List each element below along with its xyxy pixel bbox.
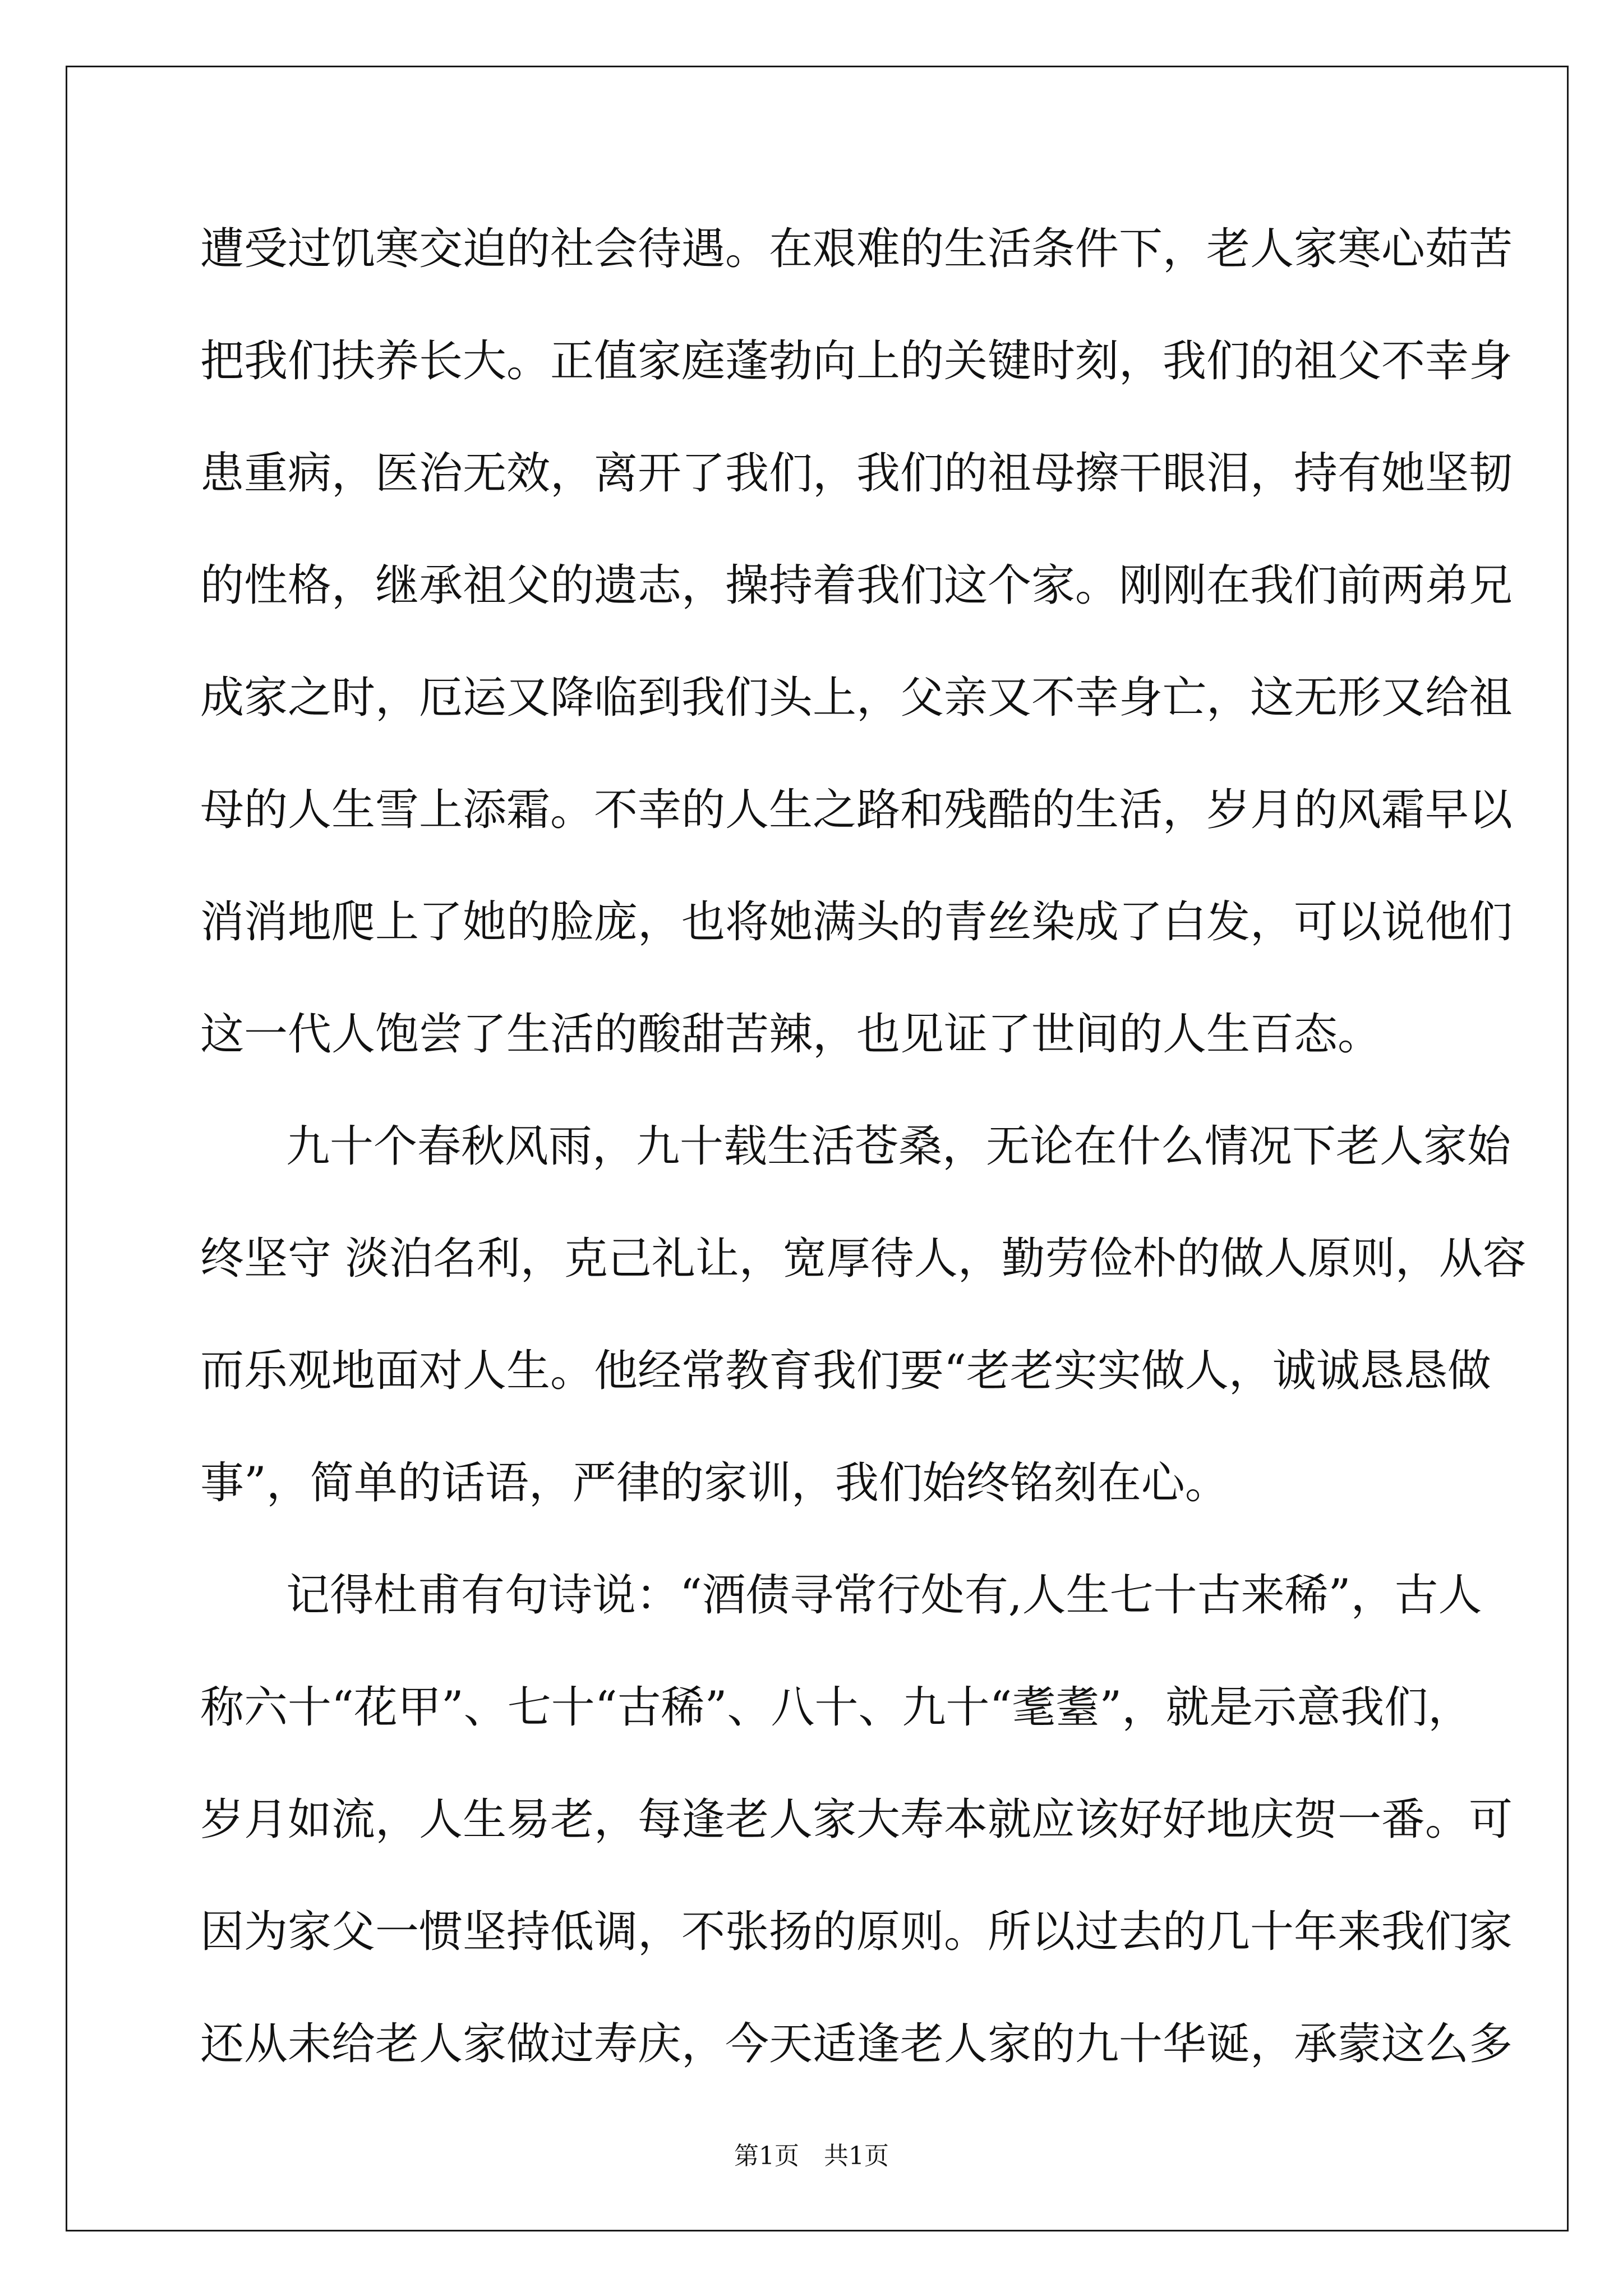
text-line: 称六十“花甲”、七十“古稀”、八十、九十“耄耋”，就是示意我们， <box>200 1682 1472 1733</box>
text-line: 终坚守 淡泊名利，克己礼让，宽厚待人，勤劳俭朴的做人原则，从容 <box>200 1234 1527 1284</box>
text-line: 因为家父一惯坚持低调，不张扬的原则。所以过去的几十年来我们家 <box>200 1907 1513 1957</box>
text-line: 九十个春秋风雨，九十载生活苍桑，无论在什么情况下老人家始 <box>286 1121 1511 1172</box>
text-line: 还从未给老人家做过寿庆，今天适逢老人家的九十华诞，承蒙这么多 <box>200 2019 1513 2069</box>
text-line: 这一代人饱尝了生活的酸甜苦辣，也见证了世间的人生百态。 <box>200 1009 1382 1060</box>
text-line: 事”，简单的话语，严律的家训，我们始终铭刻在心。 <box>200 1458 1229 1508</box>
text-line: 记得杜甫有句诗说：“酒债寻常行处有,人生七十古来稀”，古人 <box>286 1570 1482 1621</box>
page-footer: 第1页 共1页 <box>734 2142 889 2170</box>
text-line: 成家之时，厄运又降临到我们头上，父亲又不幸身亡，这无形又给祖 <box>200 673 1513 723</box>
text-line: 遭受过饥寒交迫的社会待遇。在艰难的生活条件下，老人家寒心茹苦 <box>200 224 1513 274</box>
text-line: 消消地爬上了她的脸庞，也将她满头的青丝染成了白发，可以说他们 <box>200 897 1513 947</box>
text-line: 岁月如流，人生易老，每逢老人家大寿本就应该好好地庆贺一番。可 <box>200 1795 1513 1845</box>
text-line: 母的人生雪上添霜。不幸的人生之路和残酷的生活，岁月的风霜早以 <box>200 785 1513 835</box>
text-line: 而乐观地面对人生。他经常教育我们要“老老实实做人，诚诚恳恳做 <box>200 1346 1491 1396</box>
text-line: 的性格，继承祖父的遗志，操持着我们这个家。刚刚在我们前两弟兄 <box>200 560 1513 611</box>
text-line: 患重病，医治无效，离开了我们，我们的祖母擦干眼泪，持有她坚韧 <box>200 448 1513 499</box>
text-line: 把我们扶养长大。正值家庭蓬勃向上的关键时刻，我们的祖父不幸身 <box>200 336 1513 386</box>
